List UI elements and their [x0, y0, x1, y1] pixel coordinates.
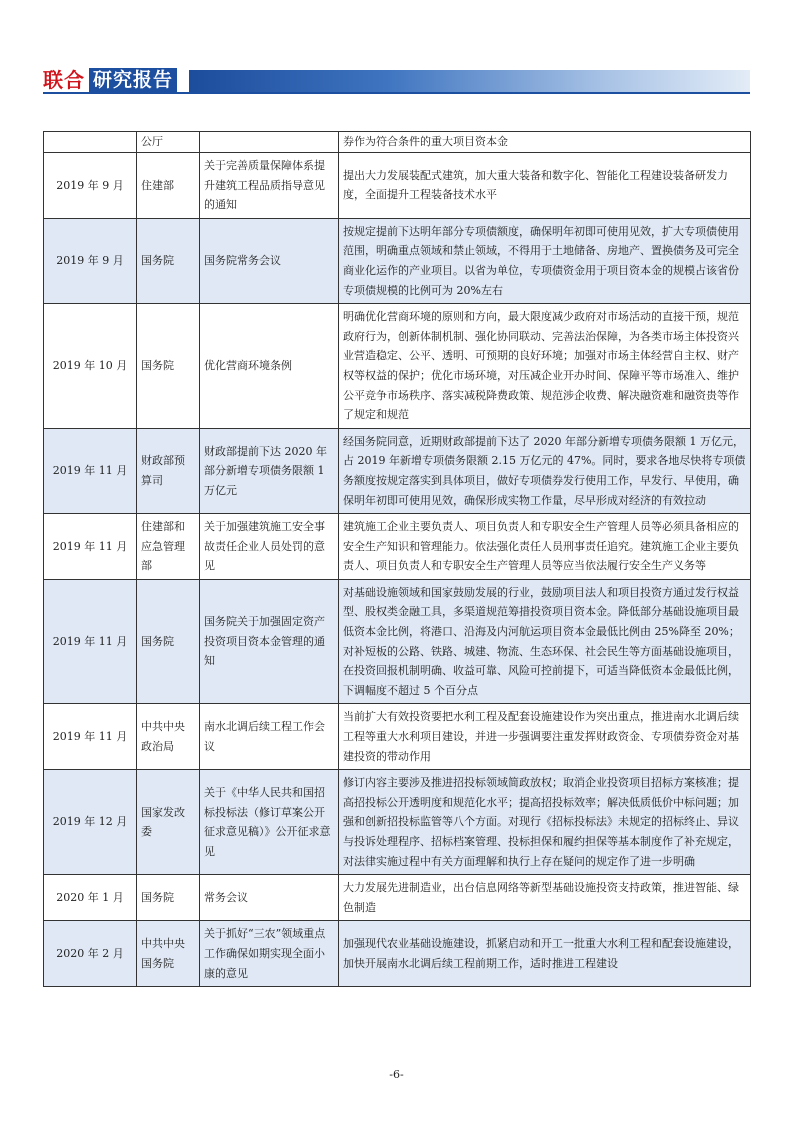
cell-content: 经国务院同意，近期财政部提前下达了 2020 年部分新增专项债务限额 1 万亿元，占 2019 年新增专项债务限额 2.15 万亿元的 47%。同时，要求各地尽快将专项债务额度按规定落实到具体项目，做好专项债券发行使用工作，早发行、早使用，确保明年初即可使用见效，确保形成实物工作量，尽早形成对经济的有效拉动	[339, 428, 751, 513]
page-number: -6-	[389, 1068, 404, 1081]
cell-content: 大力发展先进制造业，出台信息网络等新型基础设施投资支持政策，推进智能、绿色制造	[339, 875, 751, 921]
table-row	[44, 514, 751, 580]
cell-agency: 住建部和应急管理部	[137, 514, 200, 580]
cell-content: 券作为符合条件的重大项目资本金	[339, 132, 751, 153]
cell-content: 当前扩大有效投资要把水利工程及配套设施建设作为突出重点，推进南水北调后续工程等重大水利项目建设，并进一步强调要注重发挥财政资金、专项债券资金对基建投资的带动作用	[339, 704, 751, 770]
brand-name-blue: 研究报告	[89, 68, 177, 92]
cell-date: 2019 年 11 月	[44, 579, 137, 704]
cell-date: 2020 年 1 月	[44, 875, 137, 921]
cell-date: 2020 年 2 月	[44, 921, 137, 987]
table-row	[44, 704, 751, 770]
cell-agency: 中共中央政治局	[137, 704, 200, 770]
cell-date: 2019 年 9 月	[44, 218, 137, 303]
cell-document	[200, 132, 339, 153]
cell-content: 对基础设施领域和国家鼓励发展的行业，鼓励项目法人和项目投资方通过发行权益型、股权类金融工具，多渠道规范筹措投资项目资本金。降低部分基础设施项目最低资本金比例，将港口、沿海及内河航运项目资本金最低比例由 25%降至 20%；对补短板的公路、铁路、城建、物流、生态环保、社会民生等方面基础设施项目，在投资回报机制明确、收益可靠、风险可控前提下，可适当降低资本金最低比例，下调幅度不超过 5 个百分点	[339, 579, 751, 704]
cell-document: 国务院关于加强固定资产投资项目资本金管理的通知	[200, 579, 339, 704]
cell-content: 按规定提前下达明年部分专项债额度，确保明年初即可使用见效，扩大专项债使用范围，明确重点领域和禁止领域，不得用于土地储备、房地产、置换债务及可完全商业化运作的产业项目。以省为单位，专项债资金用于项目资本金的规模占该省份专项债规模的比例可为 20%左右	[339, 218, 751, 303]
cell-document: 常务会议	[200, 875, 339, 921]
cell-document: 关于完善质量保障体系提升建筑工程品质指导意见的通知	[200, 153, 339, 219]
table-header-row	[44, 132, 751, 153]
cell-agency: 中共中央国务院	[137, 921, 200, 987]
cell-content: 建筑施工企业主要负责人、项目负责人和专职安全生产管理人员等必须具备相应的安全生产知识和管理能力。依法强化责任人员刑事责任追究。建筑施工企业主要负责人、项目负责人和专职安全生产管理人员等应当依法履行安全生产义务等	[339, 514, 751, 580]
cell-agency: 财政部预算司	[137, 428, 200, 513]
cell-agency: 公厅	[137, 132, 200, 153]
cell-content: 明确优化营商环境的原则和方向，最大限度减少政府对市场活动的直接干预，规范政府行为，创新体制机制、强化协同联动、完善法治保障，为各类市场主体投资兴业营造稳定、公平、透明、可预期的良好环境；加强对市场主体经营自主权、财产权等权益的保护；优化市场环境，对压减企业开办时间、保障平等市场准入、维护公平竞争市场秩序、落实减税降费政策、规范涉企收费、解决融资难和融资贵等作了规定和规范	[339, 304, 751, 429]
cell-content: 提出大力发展装配式建筑，加大重大装备和数字化、智能化工程建设装备研发力度，全面提升工程装备技术水平	[339, 153, 751, 219]
header-underline	[43, 92, 750, 94]
table-row	[44, 304, 751, 429]
table-row	[44, 875, 751, 921]
cell-document: 南水北调后续工程工作会议	[200, 704, 339, 770]
policy-table	[43, 131, 751, 987]
cell-agency: 住建部	[137, 153, 200, 219]
cell-date: 2019 年 11 月	[44, 514, 137, 580]
cell-date: 2019 年 12 月	[44, 770, 137, 875]
cell-agency: 国务院	[137, 875, 200, 921]
table-row	[44, 770, 751, 875]
cell-agency: 国务院	[137, 218, 200, 303]
header-gradient-bar	[189, 70, 750, 92]
cell-content: 加强现代农业基础设施建设，抓紧启动和开工一批重大水利工程和配套设施建设，加快开展南水北调后续工程前期工作，适时推进工程建设	[339, 921, 751, 987]
cell-date: 2019 年 9 月	[44, 153, 137, 219]
table-row	[44, 921, 751, 987]
cell-content: 修订内容主要涉及推进招投标领域简政放权；取消企业投资项目招标方案核准；提高招投标公开透明度和规范化水平；提高招投标效率；解决低质低价中标问题；加强和创新招投标监管等八个方面。对现行《招标投标法》未规定的招标终止、异议与投诉处理程序、招标档案管理、投标担保和履约担保等基本制度作了补充规定，对法律实施过程中有关方面理解和执行上存在疑问的规定作了进一步明确	[339, 770, 751, 875]
cell-date: 2019 年 11 月	[44, 428, 137, 513]
cell-agency: 国务院	[137, 579, 200, 704]
report-header	[43, 66, 750, 94]
cell-document: 国务院常务会议	[200, 218, 339, 303]
brand-name-red: 联合	[43, 68, 85, 92]
cell-document: 关于抓好“三农”领域重点工作确保如期实现全面小康的意见	[200, 921, 339, 987]
cell-document: 优化营商环境条例	[200, 304, 339, 429]
cell-document: 关于《中华人民共和国招标投标法（修订草案公开征求意见稿）》公开征求意见	[200, 770, 339, 875]
cell-agency: 国家发改委	[137, 770, 200, 875]
cell-document: 财政部提前下达 2020 年部分新增专项债务限额 1 万亿元	[200, 428, 339, 513]
cell-date: 2019 年 10 月	[44, 304, 137, 429]
table-row	[44, 579, 751, 704]
cell-document: 关于加强建筑施工安全事故责任企业人员处罚的意见	[200, 514, 339, 580]
table-row	[44, 218, 751, 303]
table-row	[44, 428, 751, 513]
cell-date	[44, 132, 137, 153]
cell-date: 2019 年 11 月	[44, 704, 137, 770]
cell-agency: 国务院	[137, 304, 200, 429]
table-row	[44, 153, 751, 219]
